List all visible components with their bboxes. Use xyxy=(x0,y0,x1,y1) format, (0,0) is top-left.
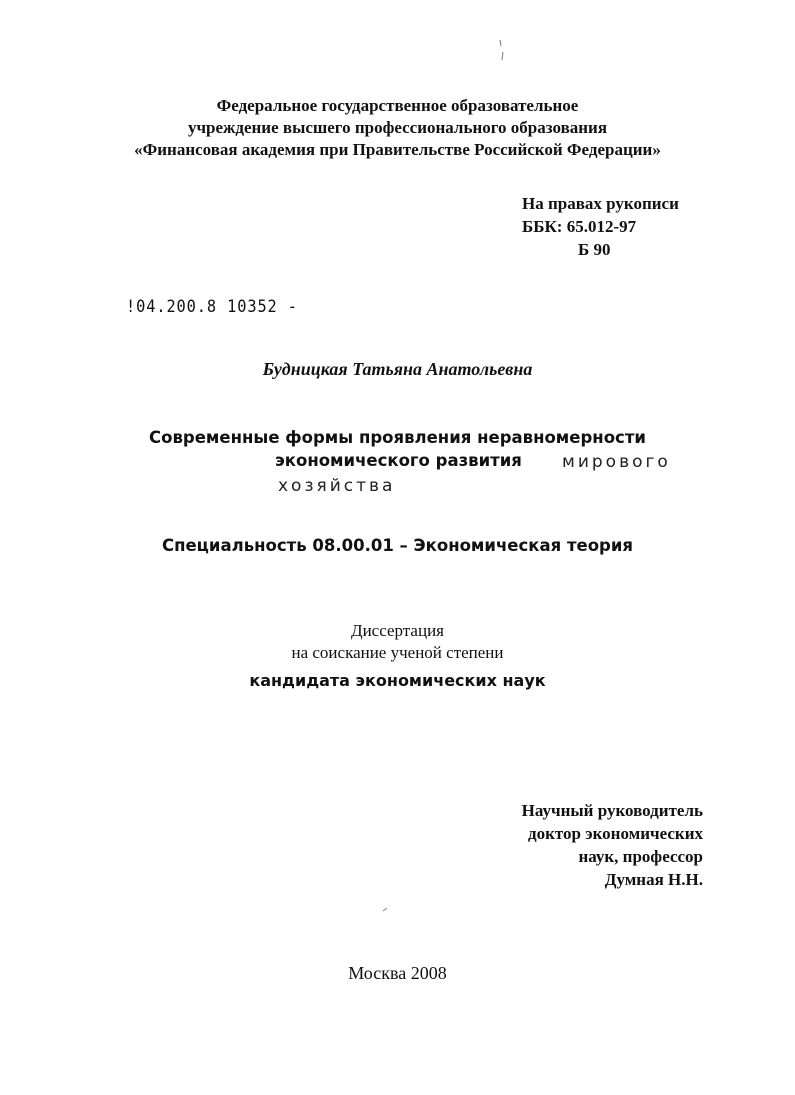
handwritten-insert-world: мирового xyxy=(562,452,671,472)
supervisor-block xyxy=(522,799,703,891)
degree-purpose: на соискание ученой степени xyxy=(291,643,504,662)
org-line-1: Федеральное государственное образовательное xyxy=(216,96,579,115)
dissertation-title-line-1: Современные формы проявления неравномерности xyxy=(149,428,646,447)
dissertation-title-line-2: экономического развития xyxy=(275,451,522,470)
bbk-code: ББК: 65.012-97 xyxy=(522,217,637,236)
city-year: Москва 2008 xyxy=(348,963,447,983)
dissertation-label: Диссертация xyxy=(350,621,444,640)
manuscript-label: На правах рукописи xyxy=(522,194,679,213)
org-line-2: учреждение высшего профессионального образования xyxy=(187,118,608,137)
rights-block xyxy=(522,192,679,261)
library-stamp-number: !04.200.8 10352 - xyxy=(126,297,298,317)
supervisor-line-3: наук, профессор xyxy=(578,847,703,866)
degree-name: кандидата экономических наук xyxy=(249,671,546,690)
handwritten-insert-economy: хозяйства xyxy=(278,476,396,496)
organization-block xyxy=(0,95,795,161)
specialty: Специальность 08.00.01 – Экономическая теория xyxy=(161,536,633,555)
supervisor-name: Думная Н.Н. xyxy=(604,870,703,889)
org-line-3: «Финансовая академия при Правительстве Российской Федерации» xyxy=(134,140,661,159)
supervisor-line-1: Научный руководитель xyxy=(521,801,703,820)
author-name: Будницкая Татьяна Анатольевна xyxy=(262,359,533,379)
classification-code: Б 90 xyxy=(578,240,611,259)
supervisor-line-2: доктор экономических xyxy=(528,824,703,843)
